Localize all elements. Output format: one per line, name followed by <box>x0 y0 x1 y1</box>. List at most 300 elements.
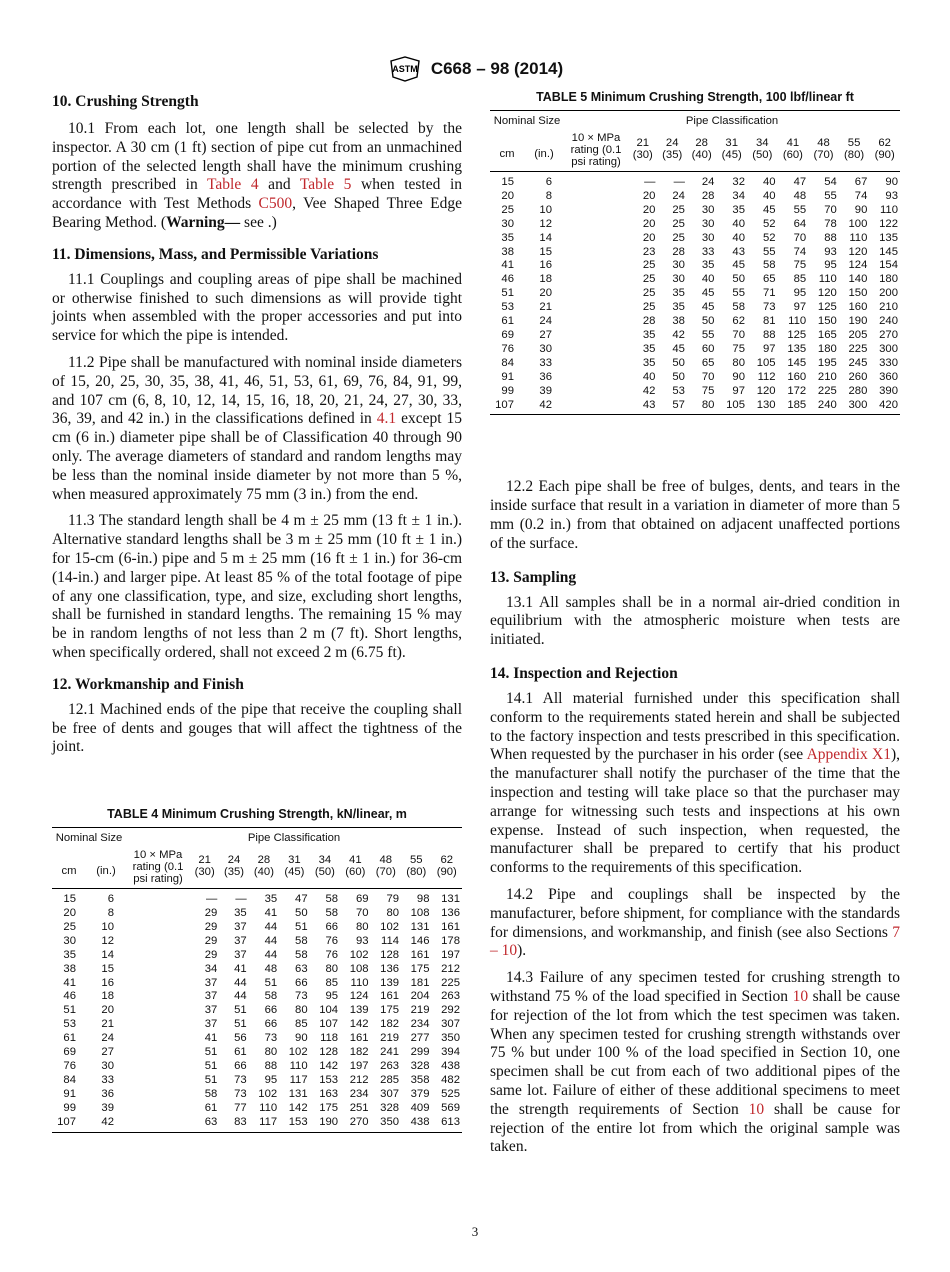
table-row <box>52 1018 462 1032</box>
table-cell: 110 <box>259 1101 278 1114</box>
rating-cell <box>126 949 190 963</box>
section-10-link[interactable]: 10 <box>792 987 809 1005</box>
table-cell: 35 <box>732 203 745 216</box>
table-cell: 105 <box>726 398 745 411</box>
table-row <box>490 246 900 260</box>
table-cell: 25 <box>501 203 514 216</box>
in-header: (in.) <box>96 865 116 878</box>
table-cell: 107 <box>495 398 514 411</box>
section-12-heading: 12. Workmanship and Finish <box>52 675 244 693</box>
table-cell: 160 <box>848 301 868 314</box>
table-cell: 240 <box>817 398 837 411</box>
table-cell: 51 <box>204 1073 218 1086</box>
table-cell: 300 <box>879 342 898 355</box>
table-cell: 80 <box>325 962 339 975</box>
table-cell: 102 <box>380 920 400 933</box>
para-14-2: 14.2 Pipe and couplings shall be inspected by the manufacturer, before shipment, for compliance with the standards for dimensions, and workmanship, and finish (see also Sections 7 – 10). <box>490 885 900 960</box>
section-10-link[interactable]: 10 <box>748 1100 765 1118</box>
table-cell: 85 <box>793 273 807 286</box>
table-cell: 20 <box>642 189 656 202</box>
table-cell: 30 <box>539 342 552 355</box>
table-cell: 51 <box>63 1004 76 1017</box>
table-cell: 99 <box>501 384 514 397</box>
table-cell: 15 <box>101 962 114 975</box>
table-cell: 84 <box>63 1073 76 1086</box>
class-header <box>219 844 248 889</box>
rating-cell <box>564 343 628 357</box>
table-cell: 71 <box>763 287 776 300</box>
table-cell: 263 <box>380 1059 400 1072</box>
table-cell: 328 <box>410 1059 430 1072</box>
table-cell: 24 <box>539 315 552 328</box>
table-cell: 277 <box>410 1032 430 1045</box>
table-cell: 69 <box>501 328 514 341</box>
class-psi: (30) <box>632 149 653 161</box>
c500-link[interactable]: C500 <box>258 195 293 213</box>
table-cell: 120 <box>848 245 868 258</box>
table-cell: 44 <box>264 948 278 961</box>
pipe-classification-header: Pipe Classification <box>685 115 779 127</box>
table-cell: 420 <box>879 398 898 411</box>
table-cell: 136 <box>380 962 400 975</box>
table-cell: 30 <box>672 259 685 272</box>
table-cell: 438 <box>441 1059 460 1072</box>
table-cell: 114 <box>381 934 400 947</box>
table-cell: 104 <box>319 1004 339 1017</box>
table-cell: 102 <box>288 1046 308 1059</box>
table-cell: 180 <box>817 342 837 355</box>
table-cell: 51 <box>295 920 308 933</box>
table-cell: 75 <box>732 342 745 355</box>
table-cell: 97 <box>763 342 776 355</box>
table5 <box>490 110 900 415</box>
table-row <box>490 371 900 385</box>
table-cell: 34 <box>732 189 745 202</box>
table-cell: 35 <box>672 287 685 300</box>
table-cell: 110 <box>818 273 837 286</box>
table-cell: 29 <box>204 948 218 961</box>
table-cell: 70 <box>701 370 715 383</box>
table-cell: 38 <box>672 315 685 328</box>
table-cell: 52 <box>763 217 776 230</box>
class-number: 31 <box>725 137 738 149</box>
table-cell: 73 <box>763 301 776 314</box>
table-cell: 146 <box>410 934 430 947</box>
table-cell: 204 <box>410 990 430 1003</box>
table-cell: 53 <box>672 384 685 397</box>
table-cell: 163 <box>319 1087 339 1100</box>
table-row <box>52 1116 462 1132</box>
sections-7-10-link[interactable]: 7 – 10 <box>490 923 900 960</box>
table-cell: 53 <box>63 1018 76 1031</box>
table-cell: 12 <box>101 934 114 947</box>
class-header <box>869 127 900 172</box>
table-cell: 35 <box>63 948 76 961</box>
table-cell: 35 <box>672 301 685 314</box>
table-cell: 120 <box>817 287 837 300</box>
table-cell: 28 <box>642 315 656 328</box>
table-cell: 51 <box>264 976 278 989</box>
table-cell: 234 <box>349 1087 369 1100</box>
class-header <box>808 127 839 172</box>
table-cell: 61 <box>204 1101 218 1114</box>
table-cell: 78 <box>824 217 837 230</box>
table-cell: 40 <box>701 273 715 286</box>
table-cell: 394 <box>441 1046 460 1059</box>
table-cell: 95 <box>325 990 339 1003</box>
rating-cell <box>564 172 628 190</box>
table-cell: 51 <box>204 1059 218 1072</box>
table-cell: 112 <box>757 370 776 383</box>
table-cell: 24 <box>672 189 685 202</box>
table-cell: 46 <box>63 990 76 1003</box>
table-cell: 37 <box>234 934 247 947</box>
table-cell: 35 <box>642 328 656 341</box>
table-cell: 44 <box>264 934 278 947</box>
class-psi: (45) <box>284 866 305 879</box>
table-cell: 37 <box>234 920 247 933</box>
table-cell: 197 <box>441 948 460 961</box>
table-cell: 25 <box>672 203 685 216</box>
table-row <box>52 1060 462 1074</box>
table-cell: 30 <box>701 203 715 216</box>
table-cell: 25 <box>672 217 685 230</box>
class-header <box>747 127 778 172</box>
class-number: 24 <box>227 854 241 867</box>
class-number: 62 <box>440 854 454 867</box>
para-14-1: 14.1 All material furnished under this specification shall conform to the requirements stated herein and shall be subjected to the factory inspection and tests prescribed in this specification. When requested by the purchaser in his order (see Appendix X1), the manufacturer shall notify the purchaser of the time that the inspection and testing will take place so that the purchaser may arrange for witnessing such tests and inspections at his own expense. Instead of such inspection, when requested, the manufacturer shall be prepared to certify that his product conforms to the requirements of this specification. <box>490 689 900 877</box>
cm-header: cm <box>499 148 515 160</box>
table-cell: 44 <box>264 920 278 933</box>
table-cell: 42 <box>101 1115 114 1128</box>
table-row <box>490 204 900 218</box>
table-row <box>52 1102 462 1116</box>
table-cell: 105 <box>756 356 776 369</box>
table-cell: 54 <box>824 176 837 188</box>
rating-cell <box>126 977 190 991</box>
table-cell: 58 <box>325 907 339 920</box>
table-cell: 45 <box>672 342 685 355</box>
table-cell: 197 <box>349 1059 369 1072</box>
table-cell: 40 <box>732 231 745 244</box>
table5-link[interactable]: Table 5 <box>299 176 352 194</box>
table-cell: 65 <box>763 273 776 286</box>
table-cell: 84 <box>501 356 514 369</box>
class-psi: (80) <box>406 866 427 879</box>
table-cell: 205 <box>848 328 868 341</box>
rating-cell <box>126 1060 190 1074</box>
in-header: (in.) <box>534 148 554 160</box>
table-row <box>490 259 900 273</box>
table-row <box>490 399 900 415</box>
table-cell: 234 <box>410 1018 430 1031</box>
table-cell: 225 <box>848 342 868 355</box>
rating-cell <box>126 1004 190 1018</box>
table-cell: 153 <box>319 1073 339 1086</box>
table-row <box>490 232 900 246</box>
table-cell: 182 <box>380 1018 400 1031</box>
table-cell: 25 <box>63 920 76 933</box>
table-cell: 55 <box>701 328 715 341</box>
table-cell: 135 <box>879 231 898 244</box>
table-cell: 178 <box>441 934 460 947</box>
table4-link[interactable]: Table 4 <box>207 176 259 194</box>
table-cell: 107 <box>319 1018 339 1031</box>
table-cell: 330 <box>879 356 898 369</box>
class-number: 41 <box>349 854 362 867</box>
table-cell: 150 <box>848 287 868 300</box>
table-cell: 75 <box>793 259 807 272</box>
table-cell: 165 <box>817 328 837 341</box>
table-cell: 225 <box>441 976 460 989</box>
class-header <box>716 127 747 172</box>
class-header <box>190 844 219 889</box>
para-11-1: 11.1 Couplings and coupling areas of pipe shall be machined or otherwise finished to such dimensions as will provide tight joints when assembled with the proper accessories and put into service for which the pipe is intended. <box>52 270 462 345</box>
page-number: 3 <box>471 1224 479 1239</box>
appendix-x1-link[interactable]: Appendix X1 <box>806 746 891 764</box>
class-header <box>687 127 716 172</box>
class-header <box>839 127 870 172</box>
table-cell: 110 <box>849 231 868 244</box>
rating-cell <box>126 963 190 977</box>
table-cell: 20 <box>101 1004 114 1017</box>
table-cell: 128 <box>319 1046 339 1059</box>
table-cell: 88 <box>763 328 776 341</box>
class-number: 34 <box>318 854 332 867</box>
table-cell: 438 <box>410 1115 430 1128</box>
table-cell: 76 <box>325 948 339 961</box>
table-cell: 219 <box>410 1004 430 1017</box>
table-cell: 95 <box>824 259 837 272</box>
table-cell: 80 <box>295 1004 308 1017</box>
table-cell: 40 <box>732 217 745 230</box>
table-cell: — <box>206 893 218 906</box>
table-cell: 110 <box>788 315 807 328</box>
class-psi: (45) <box>721 149 742 161</box>
table-cell: 300 <box>848 398 868 411</box>
table-cell: 299 <box>410 1046 430 1059</box>
table-cell: 569 <box>441 1101 460 1114</box>
class-header <box>249 844 279 889</box>
table-cell: 110 <box>350 976 369 989</box>
table-cell: 180 <box>879 273 898 286</box>
table-cell: 125 <box>787 328 807 341</box>
table5-body <box>490 172 900 415</box>
table-cell: 56 <box>234 1032 247 1045</box>
class-psi: (50) <box>314 866 335 879</box>
table-cell: 47 <box>295 893 308 906</box>
class-number: 48 <box>379 854 393 867</box>
table-cell: 51 <box>234 1018 247 1031</box>
section-4-1-link[interactable]: 4.1 <box>376 410 397 428</box>
table-cell: 51 <box>204 1046 218 1059</box>
table-cell: 25 <box>642 287 656 300</box>
rating-cell <box>564 232 628 246</box>
rating-cell <box>564 190 628 204</box>
table-cell: 55 <box>824 189 837 202</box>
class-header <box>340 844 370 889</box>
class-header <box>279 844 309 889</box>
table-cell: 53 <box>501 301 514 314</box>
table-row <box>490 172 900 190</box>
table-cell: 15 <box>63 893 76 906</box>
table-row <box>490 287 900 301</box>
table-cell: 172 <box>787 384 807 397</box>
class-psi: (50) <box>752 149 773 161</box>
table-cell: 45 <box>732 259 745 272</box>
table-cell: 8 <box>107 907 114 920</box>
table4 <box>52 827 462 1132</box>
rating-header: 10 × MPa rating (0.1 psi rating) <box>132 849 184 886</box>
rating-cell <box>564 301 628 315</box>
table-cell: 142 <box>349 1018 369 1031</box>
table-cell: 16 <box>539 259 552 272</box>
table-row <box>490 329 900 343</box>
table-cell: 117 <box>259 1115 278 1128</box>
table-cell: 39 <box>101 1101 114 1114</box>
table-cell: 85 <box>295 1018 308 1031</box>
table-cell: 360 <box>879 370 898 383</box>
class-psi: (60) <box>345 866 366 879</box>
table-cell: 51 <box>234 1004 247 1017</box>
table-cell: 45 <box>763 203 776 216</box>
table-cell: 292 <box>441 1004 460 1017</box>
rating-header: 10 × MPa rating (0.1 psi rating) <box>570 132 622 168</box>
table-cell: — <box>673 176 685 188</box>
table-cell: — <box>644 176 656 188</box>
table-cell: 145 <box>879 245 898 258</box>
table-cell: 140 <box>848 273 868 286</box>
table-cell: 245 <box>848 356 868 369</box>
table-cell: 182 <box>349 1046 369 1059</box>
table-cell: 70 <box>824 203 837 216</box>
table-cell: 42 <box>539 398 552 411</box>
table-cell: 70 <box>793 231 807 244</box>
table-cell: 91 <box>63 1087 76 1100</box>
table-cell: — <box>235 893 247 906</box>
table-cell: 30 <box>501 217 514 230</box>
table-row <box>52 990 462 1004</box>
class-number: 21 <box>198 854 211 867</box>
table4-caption: TABLE 4 Minimum Crushing Strength, kN/linear, m <box>107 807 407 822</box>
table-cell: 35 <box>234 907 247 920</box>
table-cell: 55 <box>732 287 745 300</box>
table-cell: 29 <box>204 920 218 933</box>
table-cell: 212 <box>441 962 460 975</box>
table-cell: 100 <box>848 217 868 230</box>
table-cell: 307 <box>441 1018 460 1031</box>
table-cell: 139 <box>380 976 400 989</box>
table-cell: 30 <box>672 273 685 286</box>
class-header <box>432 844 463 889</box>
rating-cell <box>126 1046 190 1060</box>
rating-cell <box>564 218 628 232</box>
table-cell: 37 <box>204 1004 218 1017</box>
table-cell: 280 <box>848 384 868 397</box>
rating-cell <box>126 1074 190 1088</box>
table-cell: 128 <box>380 948 400 961</box>
table-cell: 85 <box>325 976 339 989</box>
table-cell: 32 <box>732 176 745 188</box>
table-cell: 66 <box>234 1059 247 1072</box>
table-cell: 63 <box>204 1115 218 1128</box>
table-cell: 20 <box>642 231 656 244</box>
table-cell: 41 <box>264 907 278 920</box>
table-cell: 24 <box>701 176 715 188</box>
class-psi: (70) <box>813 149 834 161</box>
table-cell: 37 <box>204 976 218 989</box>
table-cell: 95 <box>264 1073 278 1086</box>
table-cell: 50 <box>672 370 685 383</box>
table-cell: 21 <box>539 301 552 314</box>
table-cell: 125 <box>817 301 837 314</box>
table-cell: 110 <box>289 1059 308 1072</box>
class-number: 55 <box>847 137 861 149</box>
rating-cell <box>126 935 190 949</box>
rating-cell <box>126 1032 190 1046</box>
table-cell: 99 <box>63 1101 76 1114</box>
table-cell: 76 <box>325 934 339 947</box>
rating-cell <box>126 1116 190 1132</box>
table-cell: 161 <box>349 1032 369 1045</box>
table-cell: 42 <box>672 328 685 341</box>
table-cell: 61 <box>501 315 514 328</box>
table4-body <box>52 889 462 1132</box>
table-cell: 210 <box>817 370 837 383</box>
table-cell: 379 <box>410 1087 430 1100</box>
table-row <box>52 977 462 991</box>
table-cell: 15 <box>501 176 514 188</box>
table-cell: 23 <box>642 245 656 258</box>
table-cell: 55 <box>763 245 776 258</box>
table-cell: 25 <box>672 231 685 244</box>
table-cell: 40 <box>763 189 776 202</box>
class-number: 31 <box>288 854 301 867</box>
table-cell: 24 <box>101 1032 114 1045</box>
rating-cell <box>564 273 628 287</box>
table-cell: 27 <box>101 1046 114 1059</box>
table-cell: 241 <box>380 1046 400 1059</box>
table-row <box>490 218 900 232</box>
table-cell: 73 <box>295 990 308 1003</box>
table-row <box>490 385 900 399</box>
table-cell: 33 <box>539 356 552 369</box>
table-cell: 195 <box>817 356 837 369</box>
rating-cell <box>126 907 190 921</box>
table-cell: 60 <box>701 342 715 355</box>
document-title: C668 – 98 (2014) <box>430 59 564 78</box>
table-cell: 29 <box>204 907 218 920</box>
table-cell: 20 <box>501 189 514 202</box>
table-cell: 90 <box>295 1032 308 1045</box>
table-cell: 76 <box>63 1059 76 1072</box>
table-cell: 240 <box>879 315 898 328</box>
table-cell: 58 <box>204 1087 218 1100</box>
para-12-2: 12.2 Each pipe shall be free of bulges, dents, and tears in the inside surface that result in a variation in diameter of more than 5 mm (0.2 in.) from that obtained on adjacent unaffected portions of the surface. <box>490 478 900 552</box>
rating-cell <box>126 889 190 907</box>
table-cell: 34 <box>204 962 218 975</box>
table-cell: 40 <box>642 370 656 383</box>
table-cell: 83 <box>234 1115 247 1128</box>
table-cell: 25 <box>642 273 656 286</box>
table-cell: 263 <box>441 990 460 1003</box>
table-cell: 63 <box>295 962 308 975</box>
table-cell: 69 <box>63 1046 76 1059</box>
table-cell: 66 <box>264 1004 278 1017</box>
table-cell: 61 <box>63 1032 76 1045</box>
table-row <box>490 273 900 287</box>
table5-block <box>490 90 900 415</box>
